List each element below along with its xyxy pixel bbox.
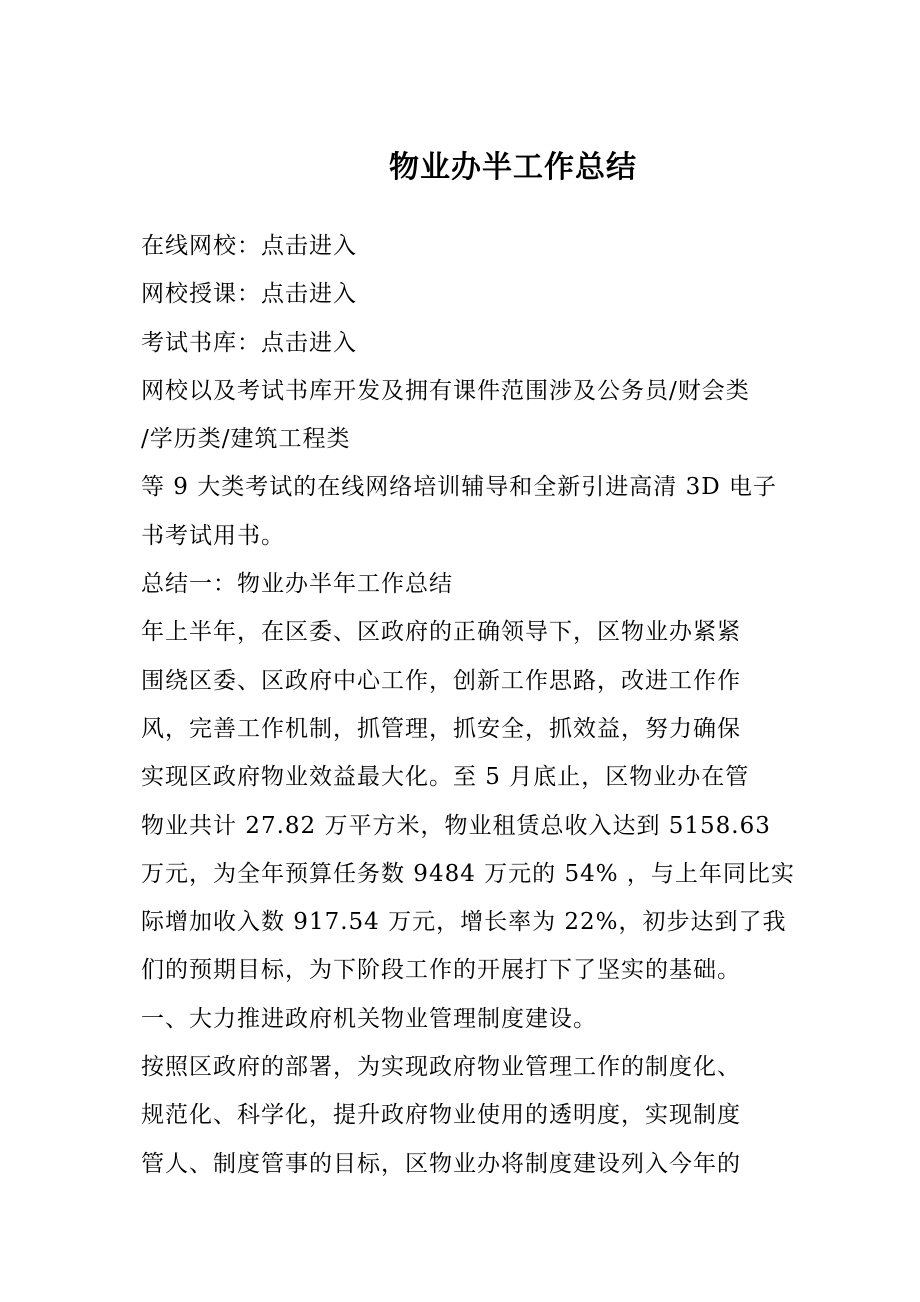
paragraph-line: 们的预期目标，为下阶段工作的开展打下了坚实的基础。 bbox=[141, 957, 741, 984]
exam-library-label: 考试书库： bbox=[141, 329, 261, 356]
paragraph-line: 实现区政府物业效益最大化。至 5 月底止，区物业办在管 bbox=[141, 764, 750, 791]
paragraph-line: 万元，为全年预算任务数 9484 万元的 54% ，与上年同比实 bbox=[141, 860, 795, 887]
paragraph-line: 风，完善工作机制，抓管理，抓安全，抓效益，努力确保 bbox=[141, 715, 741, 742]
document-title: 物业办半工作总结 bbox=[389, 150, 637, 185]
paragraph-line: 围绕区委、区政府中心工作，创新工作思路，改进工作作 bbox=[141, 667, 741, 694]
paragraph-line: 年上半年，在区委、区政府的正确领导下，区物业办紧紧 bbox=[141, 619, 741, 646]
online-course-label: 网校授课： bbox=[141, 281, 261, 308]
paragraph-line: 物业共计 27.82 万平方米，物业租赁总收入达到 5158.63 bbox=[141, 812, 771, 839]
paragraph-line: 管人、制度管事的目标，区物业办将制度建设列入今年的 bbox=[141, 1150, 741, 1177]
paragraph-line: 际增加收入数 917.54 万元，增长率为 22%，初步达到了我 bbox=[141, 909, 787, 936]
paragraph-line: 按照区政府的部署，为实现政府物业管理工作的制度化、 bbox=[141, 1054, 741, 1081]
online-course-line bbox=[141, 270, 791, 318]
paragraph-line: 等 9 大类考试的在线网络培训辅导和全新引进高清 3D 电子 bbox=[141, 474, 777, 501]
paragraph-line: 规范化、科学化，提升政府物业使用的透明度，实现制度 bbox=[141, 1102, 741, 1129]
online-school-label: 在线网校： bbox=[141, 233, 261, 259]
online-school-enter-link[interactable]: 点击进入 bbox=[261, 233, 357, 259]
document-body bbox=[141, 222, 795, 1188]
section-heading: 总结一：物业办半年工作总结 bbox=[141, 571, 453, 598]
online-course-enter-link[interactable]: 点击进入 bbox=[261, 281, 357, 308]
paragraph-line: 书考试用书。 bbox=[141, 522, 285, 549]
exam-library-line bbox=[141, 319, 791, 367]
paragraph-line: /学历类/建筑工程类 bbox=[141, 426, 351, 453]
online-school-line bbox=[141, 222, 791, 270]
exam-library-enter-link[interactable]: 点击进入 bbox=[261, 329, 357, 356]
section-heading: 一、大力推进政府机关物业管理制度建设。 bbox=[141, 1005, 597, 1032]
paragraph-line: 网校以及考试书库开发及拥有课件范围涉及公务员/财会类 bbox=[141, 377, 750, 404]
